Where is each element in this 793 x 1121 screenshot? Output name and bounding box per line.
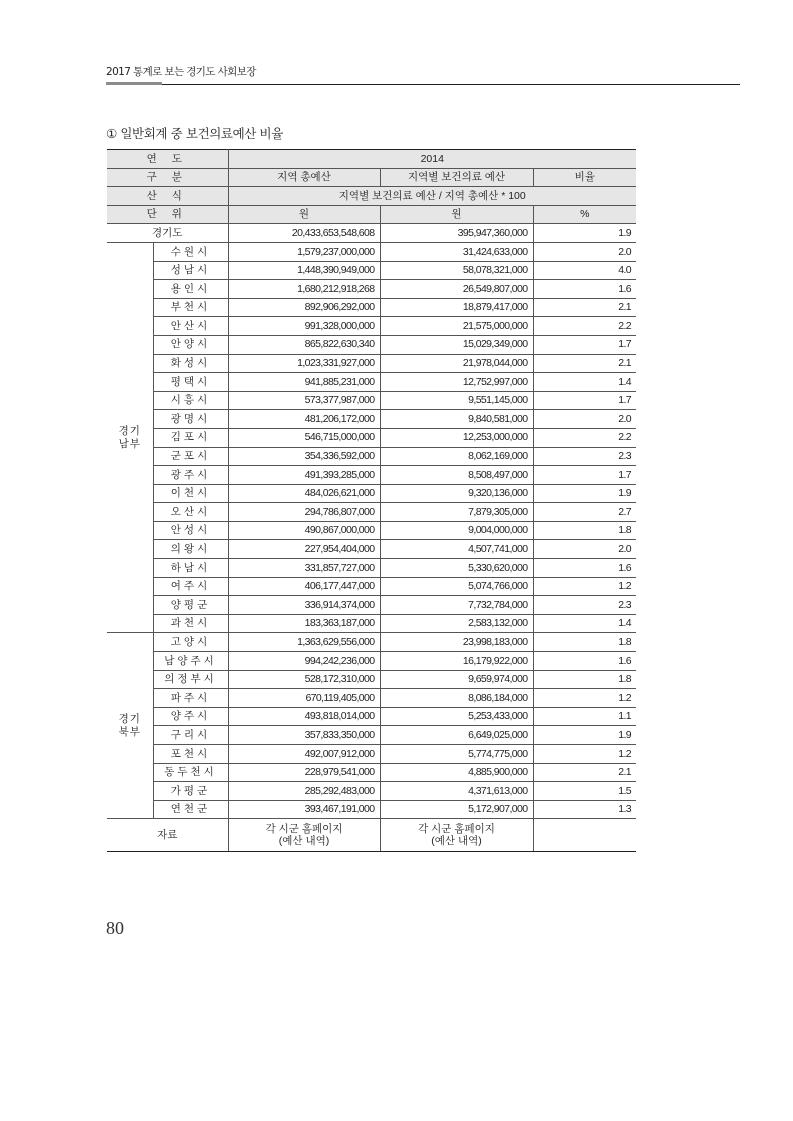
ratio: 1.1: [533, 707, 636, 726]
total-budget: 991,328,000,000: [228, 317, 380, 336]
city-name: 의왕시: [153, 540, 228, 559]
unit-label: 단 위: [107, 205, 228, 224]
table-row: [107, 577, 636, 596]
city-name: 성남시: [153, 261, 228, 280]
source-label: 자료: [107, 819, 228, 852]
city-name: 김포시: [153, 428, 228, 447]
ratio: 1.8: [533, 633, 636, 652]
year-row: [107, 150, 636, 169]
total-budget: 994,242,236,000: [228, 652, 380, 671]
table-row: [107, 410, 636, 429]
unit-ratio: %: [533, 205, 636, 224]
ratio: 2.1: [533, 298, 636, 317]
total-budget: 294,786,807,000: [228, 503, 380, 522]
city-name: 광주시: [153, 466, 228, 485]
table-row: [107, 261, 636, 280]
table-row: [107, 614, 636, 633]
ratio: 1.6: [533, 559, 636, 578]
total-budget: 546,715,000,000: [228, 428, 380, 447]
total-budget: 227,954,404,000: [228, 540, 380, 559]
table-row: [107, 596, 636, 615]
source-value: [533, 819, 636, 852]
total-budget: 484,026,621,000: [228, 484, 380, 503]
health-budget: 9,320,136,000: [380, 484, 533, 503]
table-row: [107, 633, 636, 652]
health-budget: 5,172,907,000: [380, 800, 533, 819]
health-budget: 9,004,000,000: [380, 521, 533, 540]
table-row: [107, 707, 636, 726]
ratio: 4.0: [533, 261, 636, 280]
city-name: 안양시: [153, 335, 228, 354]
table-row: [107, 763, 636, 782]
city-name: 부천시: [153, 298, 228, 317]
total-budget: 183,363,187,000: [228, 614, 380, 633]
ratio: 1.8: [533, 521, 636, 540]
total-budget: 573,377,987,000: [228, 391, 380, 410]
ratio: 2.2: [533, 428, 636, 447]
health-budget: 15,029,349,000: [380, 335, 533, 354]
page-number: 80: [106, 918, 124, 938]
ratio: 1.7: [533, 466, 636, 485]
ratio: 1.9: [533, 484, 636, 503]
column-header-total: 지역 총예산: [228, 168, 380, 187]
city-name: 안성시: [153, 521, 228, 540]
city-name: 수원시: [153, 242, 228, 261]
category-label: 구 분: [107, 168, 228, 187]
health-budget: 4,507,741,000: [380, 540, 533, 559]
table-row: [107, 800, 636, 819]
total-budget: 490,867,000,000: [228, 521, 380, 540]
city-name: 군포시: [153, 447, 228, 466]
city-name: 파주시: [153, 689, 228, 708]
ratio: 1.4: [533, 614, 636, 633]
health-budget: 16,179,922,000: [380, 652, 533, 671]
city-name: 연천군: [153, 800, 228, 819]
city-name: 광명시: [153, 410, 228, 429]
table-row: [107, 484, 636, 503]
health-budget: 23,998,183,000: [380, 633, 533, 652]
city-name: 구리시: [153, 726, 228, 745]
region-group-label: 경기 북부: [107, 633, 153, 819]
table-row: [107, 317, 636, 336]
total-budget: 1,448,390,949,000: [228, 261, 380, 280]
health-budget: 12,752,997,000: [380, 373, 533, 392]
city-name: 이천시: [153, 484, 228, 503]
running-head: 2017 통계로 보는 경기도 사회보장: [106, 66, 256, 78]
ratio: 1.6: [533, 652, 636, 671]
ratio: 2.1: [533, 354, 636, 373]
city-name: 오산시: [153, 503, 228, 522]
unit-total: 원: [228, 205, 380, 224]
table-row: [107, 745, 636, 764]
ratio: 2.3: [533, 596, 636, 615]
city-name: 가평군: [153, 782, 228, 801]
total-budget: 357,833,350,000: [228, 726, 380, 745]
city-name: 동두천시: [153, 763, 228, 782]
table-row: [107, 242, 636, 261]
health-budget: 12,253,000,000: [380, 428, 533, 447]
ratio: 2.7: [533, 503, 636, 522]
health-budget: 8,062,169,000: [380, 447, 533, 466]
table-row: [107, 521, 636, 540]
ratio: 2.0: [533, 410, 636, 429]
health-budget: 58,078,321,000: [380, 261, 533, 280]
source-row: [107, 819, 636, 852]
table-row: [107, 540, 636, 559]
ratio: 1.5: [533, 782, 636, 801]
ratio: 1.6: [533, 280, 636, 299]
table-row: [107, 298, 636, 317]
total-budget: 393,467,191,000: [228, 800, 380, 819]
health-budget: 5,253,433,000: [380, 707, 533, 726]
total-budget: 493,818,014,000: [228, 707, 380, 726]
table-row: [107, 689, 636, 708]
total-budget: 1,023,331,927,000: [228, 354, 380, 373]
health-budget: 5,074,766,000: [380, 577, 533, 596]
city-name: 용인시: [153, 280, 228, 299]
city-name: 여주시: [153, 577, 228, 596]
city-name: 평택시: [153, 373, 228, 392]
health-budget: 4,371,613,000: [380, 782, 533, 801]
health-budget: 6,649,025,000: [380, 726, 533, 745]
unit-health: 원: [380, 205, 533, 224]
total-budget: 331,857,727,000: [228, 559, 380, 578]
total-budget: 1,579,237,000,000: [228, 242, 380, 261]
city-name: 양평군: [153, 596, 228, 615]
ratio: 1.9: [533, 726, 636, 745]
ratio: 1.2: [533, 745, 636, 764]
city-name: 양주시: [153, 707, 228, 726]
city-name: 화성시: [153, 354, 228, 373]
health-budget: 2,583,132,000: [380, 614, 533, 633]
table-row: [107, 726, 636, 745]
ratio: 1.7: [533, 391, 636, 410]
formula-label: 산 식: [107, 187, 228, 206]
total-budget: 491,393,285,000: [228, 466, 380, 485]
table-row: [107, 335, 636, 354]
table-row: [107, 652, 636, 671]
section-title: ① 일반회계 중 보건의료예산 비율: [106, 126, 283, 141]
ratio: 2.0: [533, 242, 636, 261]
city-name: 남양주시: [153, 652, 228, 671]
health-budget: 31,424,633,000: [380, 242, 533, 261]
city-name: 고양시: [153, 633, 228, 652]
health-budget: 8,508,497,000: [380, 466, 533, 485]
unit-row: [107, 205, 636, 224]
table-row: [107, 670, 636, 689]
total-budget: 1,680,212,918,268: [228, 280, 380, 299]
health-budget: 7,732,784,000: [380, 596, 533, 615]
health-budget: 26,549,807,000: [380, 280, 533, 299]
table-row: [107, 447, 636, 466]
table-row: [107, 503, 636, 522]
city-name: 시흥시: [153, 391, 228, 410]
column-header-ratio: 비율: [533, 168, 636, 187]
table-row: [107, 428, 636, 447]
category-row: [107, 168, 636, 187]
total-budget: 285,292,483,000: [228, 782, 380, 801]
ratio: 1.4: [533, 373, 636, 392]
total-budget: 865,822,630,340: [228, 335, 380, 354]
ratio: 1.8: [533, 670, 636, 689]
total-budget: 528,172,310,000: [228, 670, 380, 689]
table-row: [107, 782, 636, 801]
total-budget: 1,363,629,556,000: [228, 633, 380, 652]
table-row: [107, 391, 636, 410]
column-header-health: 지역별 보건의료 예산: [380, 168, 533, 187]
health-budget: 18,879,417,000: [380, 298, 533, 317]
total-budget: 892,906,292,000: [228, 298, 380, 317]
province-name: 경기도: [107, 224, 228, 243]
city-name: 과천시: [153, 614, 228, 633]
total-budget: 228,979,541,000: [228, 763, 380, 782]
source-value: 각 시군 홈페이지 (예산 내역): [380, 819, 533, 852]
ratio: 1.3: [533, 800, 636, 819]
total-budget: 492,007,912,000: [228, 745, 380, 764]
table-row: [107, 466, 636, 485]
total-budget: 354,336,592,000: [228, 447, 380, 466]
ratio: 1.2: [533, 689, 636, 708]
city-name: 포천시: [153, 745, 228, 764]
ratio: 2.3: [533, 447, 636, 466]
health-budget: 8,086,184,000: [380, 689, 533, 708]
city-name: 안산시: [153, 317, 228, 336]
health-budget: 21,978,044,000: [380, 354, 533, 373]
region-group-label: 경기 남부: [107, 242, 153, 632]
total-budget: 481,206,172,000: [228, 410, 380, 429]
health-budget: 7,879,305,000: [380, 503, 533, 522]
year-label: 연 도: [107, 150, 228, 169]
health-budget: 9,551,145,000: [380, 391, 533, 410]
health-budget: 9,840,581,000: [380, 410, 533, 429]
health-budget-table: [107, 149, 636, 852]
table-row: [107, 559, 636, 578]
table-row: [107, 354, 636, 373]
province-total: 20,433,653,548,608: [228, 224, 380, 243]
header-rule-accent: [106, 82, 162, 85]
health-budget: 5,774,775,000: [380, 745, 533, 764]
table-row: [107, 280, 636, 299]
year-value: 2014: [228, 150, 636, 169]
ratio: 2.1: [533, 763, 636, 782]
total-budget: 670,119,405,000: [228, 689, 380, 708]
province-row: [107, 224, 636, 243]
city-name: 의정부시: [153, 670, 228, 689]
total-budget: 406,177,447,000: [228, 577, 380, 596]
province-health: 395,947,360,000: [380, 224, 533, 243]
health-budget: 21,575,000,000: [380, 317, 533, 336]
table-row: [107, 373, 636, 392]
header-rule: [162, 84, 740, 85]
ratio: 1.2: [533, 577, 636, 596]
province-ratio: 1.9: [533, 224, 636, 243]
total-budget: 941,885,231,000: [228, 373, 380, 392]
ratio: 2.2: [533, 317, 636, 336]
total-budget: 336,914,374,000: [228, 596, 380, 615]
ratio: 2.0: [533, 540, 636, 559]
formula-row: [107, 187, 636, 206]
health-budget: 9,659,974,000: [380, 670, 533, 689]
health-budget: 5,330,620,000: [380, 559, 533, 578]
formula-value: 지역별 보건의료 예산 / 지역 총예산 * 100: [228, 187, 636, 206]
health-budget: 4,885,900,000: [380, 763, 533, 782]
city-name: 하남시: [153, 559, 228, 578]
ratio: 1.7: [533, 335, 636, 354]
source-value: 각 시군 홈페이지 (예산 내역): [228, 819, 380, 852]
